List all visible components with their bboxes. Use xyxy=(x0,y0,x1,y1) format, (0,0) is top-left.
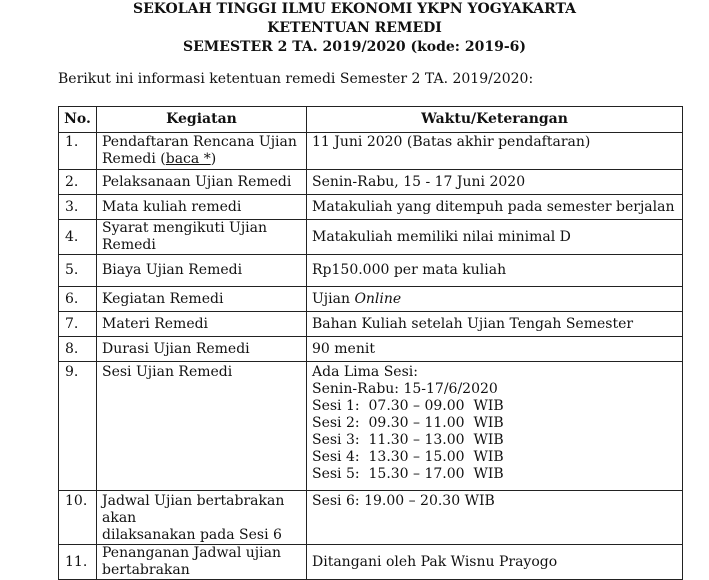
row-number: 1. xyxy=(59,133,97,170)
intro-text: Berikut ini informasi ketentuan remedi Semester 2 TA. 2019/2020: xyxy=(58,71,534,87)
kegiatan-line-end: ) xyxy=(210,151,217,167)
sesi-line: Senin-Rabu: 15-17/6/2020 xyxy=(312,381,498,397)
waktu-text: Ujian xyxy=(312,290,355,307)
row-kegiatan: Pelaksanaan Ujian Remedi xyxy=(97,170,307,195)
row-waktu xyxy=(307,362,683,491)
kegiatan-line: dilaksanakan pada Sesi 6 xyxy=(102,527,282,543)
row-waktu: Rp150.000 per mata kuliah xyxy=(307,255,683,287)
row-waktu: Ditangani oleh Pak Wisnu Prayogo xyxy=(307,545,683,580)
baca-link[interactable]: baca * xyxy=(165,151,211,167)
row-number: 6. xyxy=(59,287,97,312)
row-number: 2. xyxy=(59,170,97,195)
table-row xyxy=(59,195,683,220)
table-row xyxy=(59,255,683,287)
sesi-line: Sesi 2: 09.30 – 11.00 WIB xyxy=(312,415,504,431)
remedi-table xyxy=(58,106,683,580)
col-header-no: No. xyxy=(59,107,97,133)
row-number: 11. xyxy=(59,545,97,580)
row-waktu xyxy=(307,287,683,312)
row-kegiatan: Biaya Ujian Remedi xyxy=(97,255,307,287)
col-header-waktu: Waktu/Keterangan xyxy=(307,107,683,133)
table-row xyxy=(59,170,683,195)
row-kegiatan xyxy=(97,545,307,580)
row-waktu: 90 menit xyxy=(307,337,683,362)
table-row xyxy=(59,133,683,170)
row-kegiatan: Materi Remedi xyxy=(97,312,307,337)
row-number: 8. xyxy=(59,337,97,362)
table-row xyxy=(59,287,683,312)
kegiatan-line: Pendaftaran Rencana Ujian xyxy=(102,134,297,150)
document-title: KETENTUAN REMEDI xyxy=(267,20,442,36)
row-waktu: 11 Juni 2020 (Batas akhir pendaftaran) xyxy=(307,133,683,170)
table-row xyxy=(59,337,683,362)
row-kegiatan: Durasi Ujian Remedi xyxy=(97,337,307,362)
row-number: 10. xyxy=(59,491,97,545)
kegiatan-line: Penanganan Jadwal ujian xyxy=(102,545,281,561)
row-waktu: Sesi 6: 19.00 – 20.30 WIB xyxy=(307,491,683,545)
table-row xyxy=(59,545,683,580)
sesi-line: Ada Lima Sesi: xyxy=(312,364,418,380)
sesi-line: Sesi 3: 11.30 – 13.00 WIB xyxy=(312,432,504,448)
row-waktu: Senin-Rabu, 15 - 17 Juni 2020 xyxy=(307,170,683,195)
row-kegiatan xyxy=(97,491,307,545)
document-header xyxy=(0,0,709,57)
row-number: 4. xyxy=(59,220,97,255)
table-row xyxy=(59,312,683,337)
row-kegiatan: Kegiatan Remedi xyxy=(97,287,307,312)
sesi-line: Sesi 4: 13.30 – 15.00 WIB xyxy=(312,449,504,465)
col-header-kegiatan: Kegiatan xyxy=(97,107,307,133)
row-waktu: Matakuliah memiliki nilai minimal D xyxy=(307,220,683,255)
row-number: 7. xyxy=(59,312,97,337)
row-number: 3. xyxy=(59,195,97,220)
waktu-online: Online xyxy=(354,290,402,307)
row-waktu: Bahan Kuliah setelah Ujian Tengah Semester xyxy=(307,312,683,337)
row-waktu: Matakuliah yang ditempuh pada semester berjalan xyxy=(307,195,683,220)
kegiatan-line: Remedi ( xyxy=(102,151,166,167)
sesi-line: Sesi 5: 15.30 – 17.00 WIB xyxy=(312,466,504,482)
table-row xyxy=(59,220,683,255)
row-number: 5. xyxy=(59,255,97,287)
row-kegiatan: Mata kuliah remedi xyxy=(97,195,307,220)
table-row xyxy=(59,491,683,545)
table-header-row xyxy=(59,107,683,133)
row-kegiatan: Syarat mengikuti Ujian Remedi xyxy=(97,220,307,255)
sesi-line: Sesi 1: 07.30 – 09.00 WIB xyxy=(312,398,504,414)
kegiatan-line: Jadwal Ujian bertabrakan akan xyxy=(102,493,285,526)
table-row xyxy=(59,362,683,491)
institution-title: SEKOLAH TINGGI ILMU EKONOMI YKPN YOGYAKARTA xyxy=(132,1,577,17)
kegiatan-line: bertabrakan xyxy=(102,562,190,578)
row-kegiatan: Sesi Ujian Remedi xyxy=(97,362,307,491)
row-kegiatan xyxy=(97,133,307,170)
row-number: 9. xyxy=(59,362,97,491)
semester-title: SEMESTER 2 TA. 2019/2020 (kode: 2019-6) xyxy=(183,39,526,55)
